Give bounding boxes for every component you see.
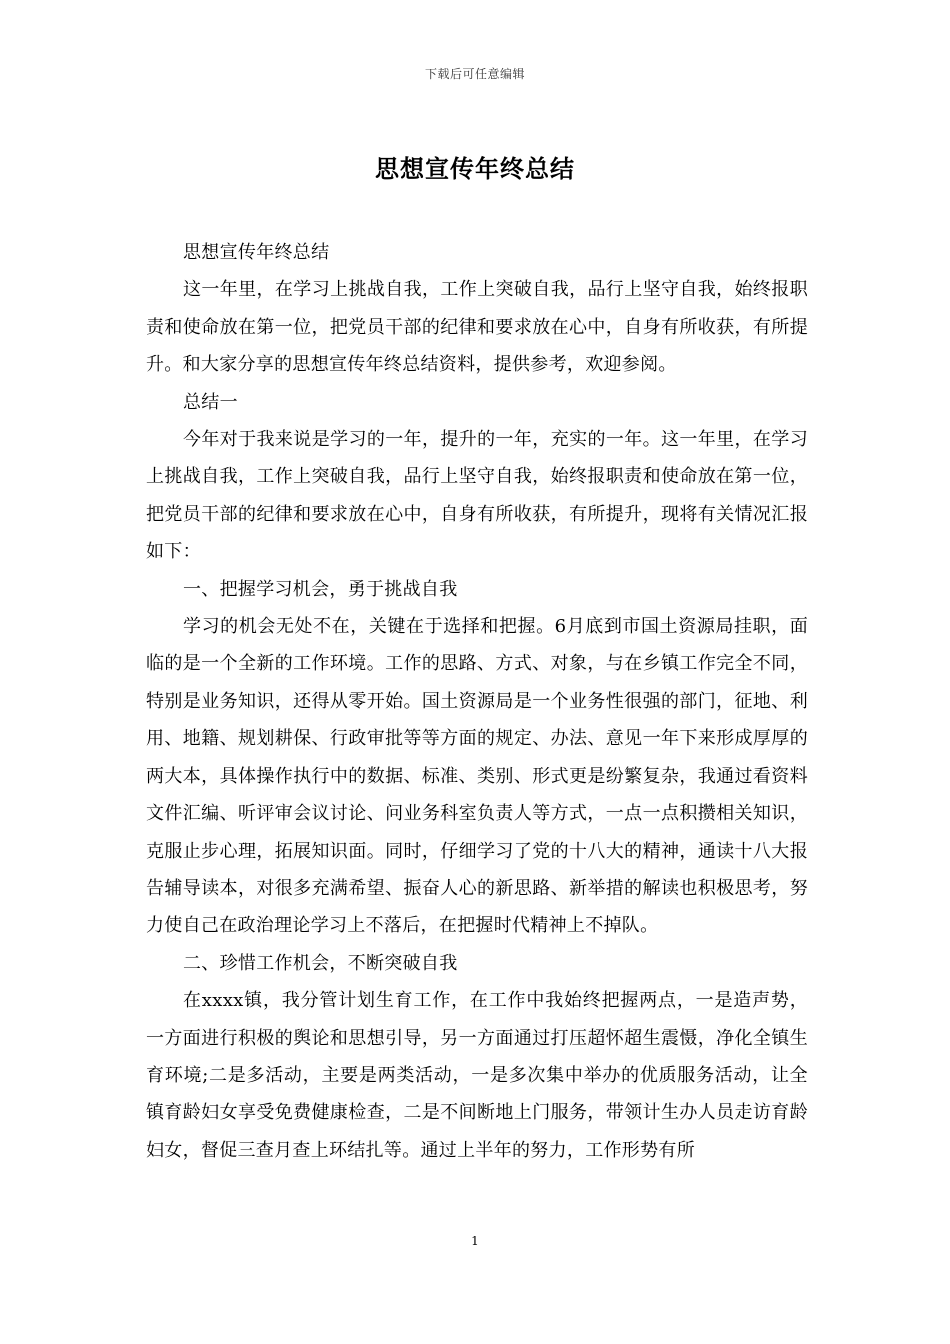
document-body: [146, 234, 808, 1169]
paragraph-summary-one: 今年对于我来说是学习的一年，提升的一年，充实的一年。这一年里，在学习上挑战自我，工作上突破自我，品行上坚守自我，始终报职责和使命放在第一位，把党员干部的纪律和要求放在心中，自身有所收获，有所提升，现将有关情况汇报如下：: [146, 429, 808, 563]
paragraph-intro: 这一年里，在学习上挑战自我，工作上突破自我，品行上坚守自我，始终报职责和使命放在第一位，把党员干部的纪律和要求放在心中，自身有所收获，有所提升。和大家分享的思想宣传年终总结资料，提供参考，欢迎参阅。: [146, 279, 808, 376]
page-number: 1: [471, 1234, 479, 1248]
document-title: 思想宣传年终总结: [375, 154, 575, 183]
paragraph-heading-repeat: 思想宣传年终总结: [183, 242, 330, 263]
paragraph-work: 在xxxx镇，我分管计划生育工作，在工作中我始终把握两点，一是造声势，一方面进行积极的舆论和思想引导，另一方面通过打压超怀超生震慑，净化全镇生育环境;二是多活动，主要是两类活动，一是多次集中举办的优质服务活动，让全镇育龄妇女享受免费健康检查，二是不间断地上门服务，带领计生办人员走访育龄妇女，督促三查月查上环结扎等。通过上半年的努力，工作形势有所: [146, 990, 808, 1161]
header-note: 下载后可任意编辑: [424, 67, 525, 81]
section-heading-summary-one: 总结一: [183, 391, 238, 413]
section-heading-learning: 一、把握学习机会，勇于挑战自我: [183, 578, 458, 600]
paragraph-learning: 学习的机会无处不在，关键在于选择和把握。6月底到市国土资源局挂职，面临的是一个全新的工作环境。工作的思路、方式、对象，与在乡镇工作完全不同，特别是业务知识，还得从零开始。国土资源局是一个业务性很强的部门，征地、利用、地籍、规划耕保、行政审批等等方面的规定、办法、意见一年下来形成厚厚的两大本，具体操作执行中的数据、标准、类别、形式更是纷繁复杂，我通过看资料文件汇编、听评审会议讨论、问业务科室负责人等方式，一点一点积攒相关知识，克服止步心理，拓展知识面。同时，仔细学习了党的十八大的精神，通读十八大报告辅导读本，对很多充满希望、振奋人心的新思路、新举措的解读也积极思考，努力使自己在政治理论学习上不落后，在把握时代精神上不掉队。: [146, 616, 808, 937]
section-heading-work: 二、珍惜工作机会，不断突破自我: [183, 952, 458, 974]
